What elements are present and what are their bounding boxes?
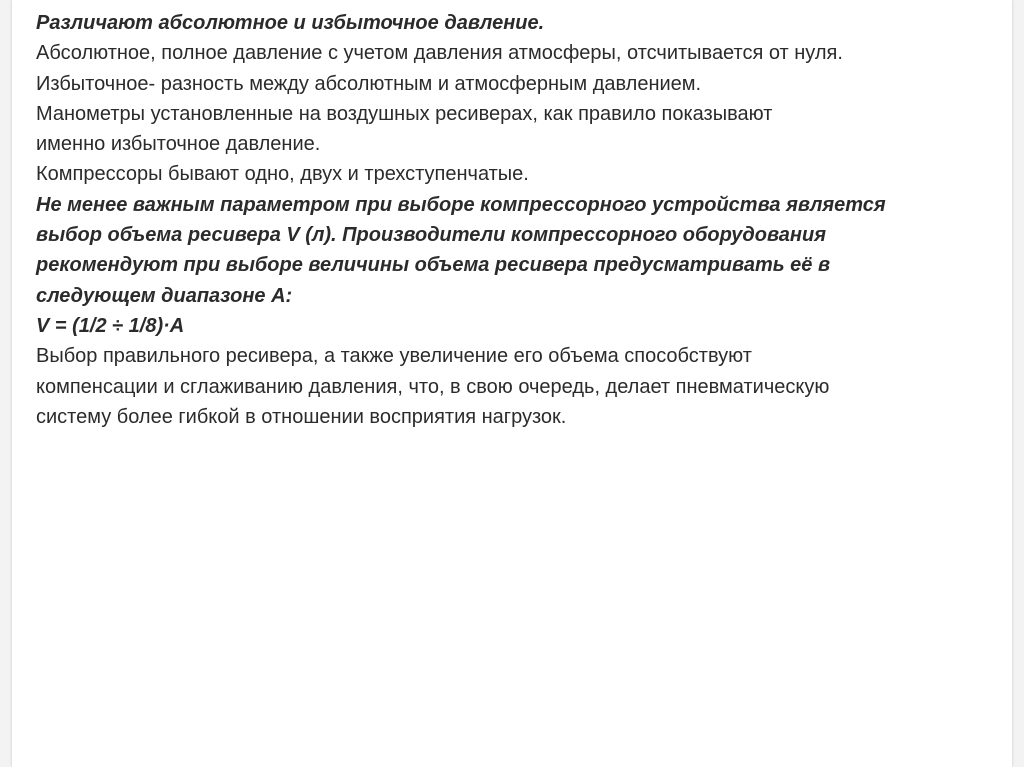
emphasis-line: выбор объема ресивера V (л). Производители компрессорного оборудования [36, 224, 826, 247]
emphasis-line: следующем диапазоне A: [36, 284, 293, 307]
emphasis-line: Не менее важным параметром при выборе компрессорного устройства является [36, 193, 886, 216]
slide [12, 0, 1012, 767]
heading-line: Различают абсолютное и избыточное давление. [36, 12, 545, 34]
text-line: систему более гибкой в отношении восприятия нагрузок. [36, 405, 567, 428]
formula-line: V = (1/2 ÷ 1/8)·A [36, 314, 185, 337]
text-line: Выбор правильного ресивера, а также увеличение его объема способствуют [36, 345, 752, 368]
emphasis-line: рекомендуют при выборе величины объема ресивера предусматривать её в [36, 254, 831, 277]
text-line: Избыточное- разность между абсолютным и атмосферным давлением. [36, 72, 702, 95]
text-line: Компрессоры бывают одно, двух и трехступенчатые. [36, 163, 529, 186]
text-line: компенсации и сглаживанию давления, что, в свою очередь, делает пневматическую [36, 375, 830, 398]
text-line: Манометры установленные на воздушных ресиверах, как правило показывают [36, 102, 773, 125]
slide-body [36, 8, 996, 432]
text-line: именно избыточное давление. [36, 133, 321, 156]
text-line: Абсолютное, полное давление с учетом давления атмосферы, отсчитывается от нуля. [36, 42, 843, 65]
